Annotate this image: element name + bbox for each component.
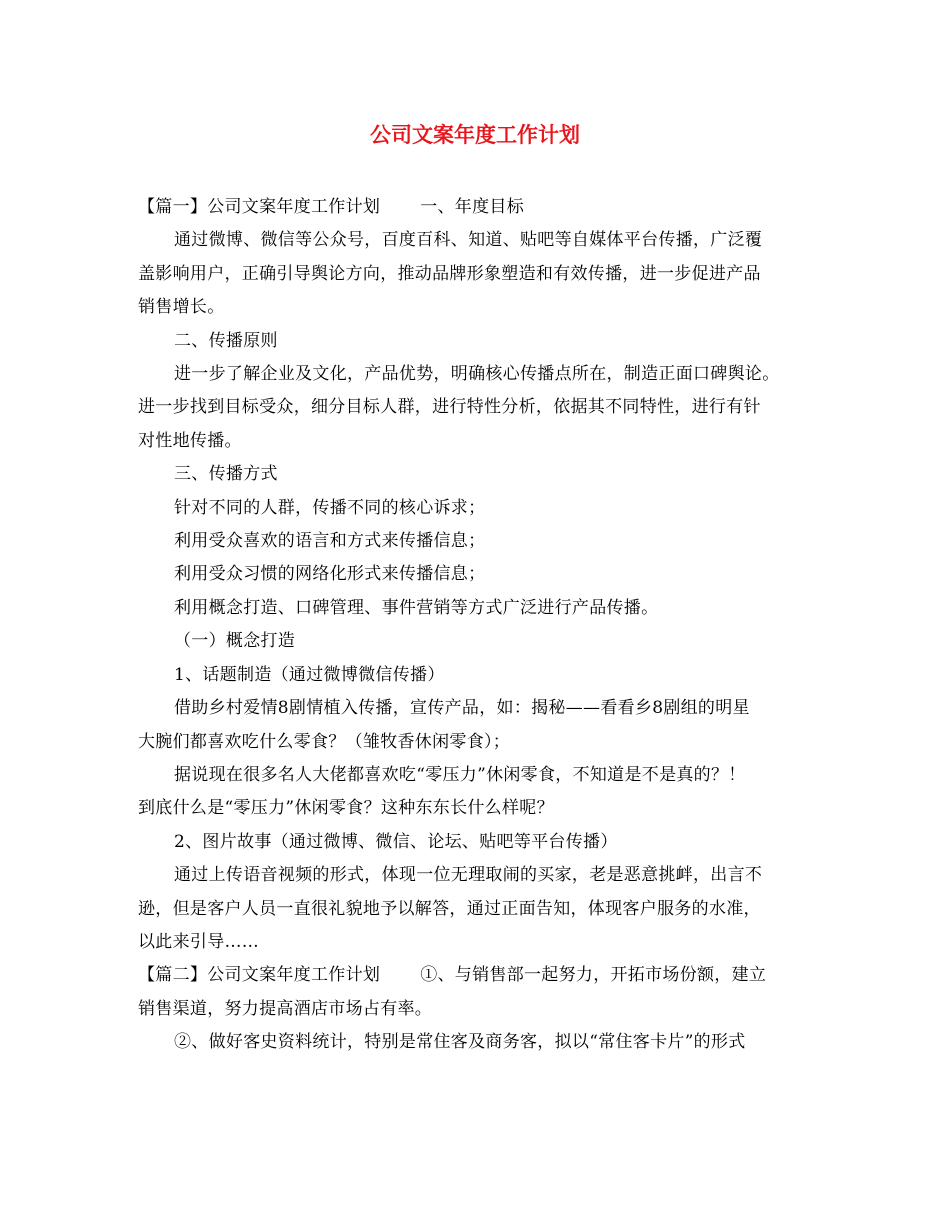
- text-segment: 销售增长。: [138, 297, 225, 318]
- text-segment: 2、图片故事（通过微博、微信、论坛、贴吧等平台传播）: [174, 831, 618, 852]
- text-segment: 以此来引导……: [138, 931, 260, 952]
- text-line: [138, 926, 818, 959]
- text-segment: 针对不同的人群，传播不同的核心诉求；: [174, 497, 486, 518]
- text-line: [138, 425, 818, 458]
- text-line: [138, 391, 818, 424]
- text-segment: 逊，但是客户人员一直很礼貌地予以解答，通过正面告知，体现客户服务的水准，: [138, 898, 761, 919]
- text-line: [138, 592, 818, 625]
- text-segment: 三、传播方式: [174, 464, 278, 485]
- document-body: [138, 191, 818, 1060]
- text-line: [138, 358, 818, 391]
- text-segment: 对性地传播。: [138, 430, 242, 451]
- text-line: [138, 726, 818, 759]
- text-line: [138, 224, 818, 257]
- text-segment: ②、做好客史资料统计，特别是常住客及商务客，拟以“常住客卡片”的形式: [174, 1032, 746, 1053]
- text-line: [138, 792, 818, 825]
- text-line: [138, 692, 818, 725]
- text-segment: 销售渠道，努力提高酒店市场占有率。: [138, 998, 433, 1019]
- text-segment: 1、话题制造（通过微博微信传播）: [174, 664, 445, 685]
- text-segment: 二、传播原则: [174, 330, 278, 351]
- text-line: [138, 993, 818, 1026]
- text-line: [138, 893, 818, 926]
- document-title: 公司文案年度工作计划: [370, 122, 580, 147]
- text-segment: 进一步找到目标受众，细分目标人群，进行特性分析，依据其不同特性，进行有针: [138, 397, 761, 418]
- text-line: [138, 458, 818, 491]
- text-segment: 【篇二】公司文案年度工作计划: [138, 965, 381, 986]
- text-segment: ①、与销售部一起努力，开拓市场份额，建立: [420, 965, 767, 986]
- text-segment: 利用受众习惯的网络化形式来传播信息；: [174, 564, 486, 585]
- text-line: [138, 325, 818, 358]
- text-line: [138, 291, 818, 324]
- text-line: [138, 659, 818, 692]
- text-segment: 利用受众喜欢的语言和方式来传播信息；: [174, 531, 486, 552]
- text-line: [138, 525, 818, 558]
- text-segment: 通过微博、微信等公众号，百度百科、知道、贴吧等自媒体平台传播，广泛覆: [174, 230, 763, 251]
- text-line: [138, 258, 818, 291]
- text-segment: （一）概念打造: [174, 631, 296, 652]
- text-segment: 进一步了解企业及文化，产品优势，明确核心传播点所在，制造正面口碑舆论。: [174, 364, 780, 385]
- text-line: [138, 191, 818, 224]
- text-segment: 据说现在很多名人大佬都喜欢吃“零压力”休闲零食，不知道是不是真的？！: [174, 764, 746, 785]
- text-segment: 到底什么是“零压力”休闲零食？这种东东长什么样呢？: [138, 798, 554, 819]
- text-line: [138, 625, 818, 658]
- text-segment: 一、年度目标: [420, 197, 525, 217]
- text-line: [138, 558, 818, 591]
- text-line: [138, 826, 818, 859]
- text-line: [138, 1026, 818, 1059]
- text-segment: 通过上传语音视频的形式，体现一位无理取闹的买家，老是恶意挑衅，出言不: [174, 865, 763, 886]
- text-segment: 借助乡村爱情8剧情植入传播，宣传产品，如：揭秘——看看乡8剧组的明星: [174, 698, 750, 719]
- text-segment: 【篇一】公司文案年度工作计划: [138, 197, 381, 217]
- text-line: [138, 492, 818, 525]
- text-segment: 盖影响用户，正确引导舆论方向，推动品牌形象塑造和有效传播，进一步促进产品: [138, 263, 761, 284]
- text-line: [138, 959, 818, 992]
- text-line: [138, 759, 818, 792]
- text-segment: 利用概念打造、口碑管理、事件营销等方式广泛进行产品传播。: [174, 597, 659, 618]
- text-line: [138, 859, 818, 892]
- text-segment: 大腕们都喜欢吃什么零食？（雏牧香休闲零食）；: [138, 731, 511, 752]
